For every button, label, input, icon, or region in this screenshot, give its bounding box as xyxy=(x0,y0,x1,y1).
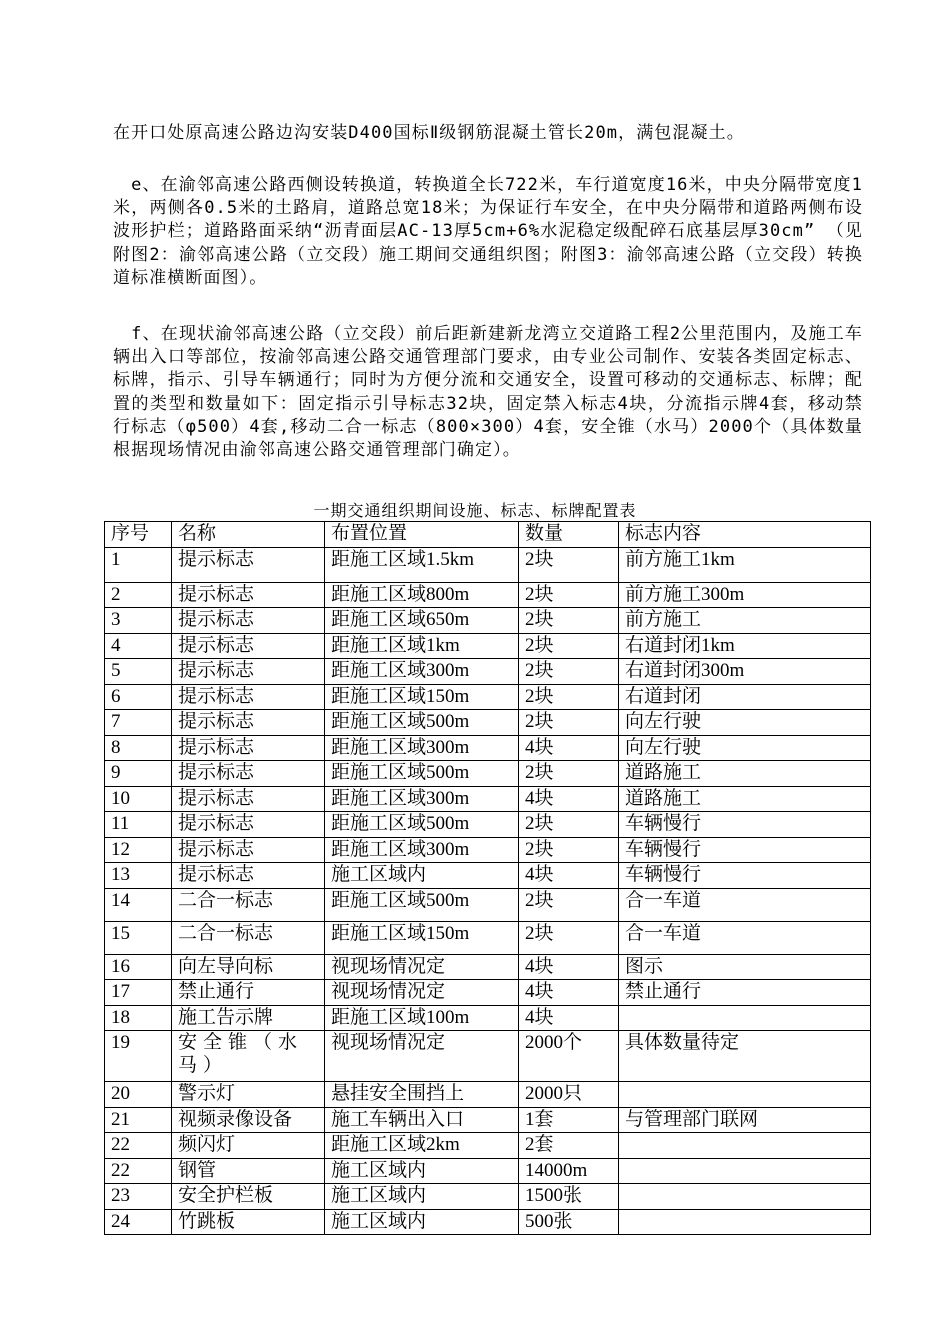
table-row xyxy=(105,582,871,608)
table-cell: 右道封闭300m xyxy=(619,659,871,685)
table-cell: 1套 xyxy=(519,1107,619,1133)
table-cell: 18 xyxy=(105,1005,172,1031)
table-cell: 距施工区域650m xyxy=(325,608,519,634)
table-row xyxy=(105,954,871,980)
table-cell: 距施工区域2km xyxy=(325,1133,519,1159)
table-cell: 10 xyxy=(105,786,172,812)
table-cell: 2块 xyxy=(519,921,619,954)
table-cell: 提示标志 xyxy=(172,608,325,634)
table-cell: 2000只 xyxy=(519,1082,619,1108)
table-cell: 距施工区域300m xyxy=(325,786,519,812)
table-row xyxy=(105,547,871,582)
table-cell: 前方施工1km xyxy=(619,547,871,582)
table-row xyxy=(105,1107,871,1133)
table-cell: 4块 xyxy=(519,786,619,812)
table-cell: 距施工区域500m xyxy=(325,812,519,838)
table-row xyxy=(105,1184,871,1210)
table-cell: 距施工区域1km xyxy=(325,633,519,659)
table-row xyxy=(105,786,871,812)
table-cell: 禁止通行 xyxy=(619,980,871,1006)
table-cell: 4块 xyxy=(519,863,619,889)
table-cell: 17 xyxy=(105,980,172,1006)
header-cell: 名称 xyxy=(172,522,325,548)
table-cell: 安全护栏板 xyxy=(172,1184,325,1210)
table-cell: 22 xyxy=(105,1158,172,1184)
table-cell: 前方施工 xyxy=(619,608,871,634)
table-cell: 提示标志 xyxy=(172,710,325,736)
table-cell: 距施工区域800m xyxy=(325,582,519,608)
table-cell: 施工车辆出入口 xyxy=(325,1107,519,1133)
table-cell: 2000个 xyxy=(519,1031,619,1082)
table-row xyxy=(105,863,871,889)
table-cell: 提示标志 xyxy=(172,812,325,838)
table-cell: 警示灯 xyxy=(172,1082,325,1108)
table-cell: 二合一标志 xyxy=(172,921,325,954)
table-row xyxy=(105,608,871,634)
table-cell: 二合一标志 xyxy=(172,888,325,921)
table-cell: 提示标志 xyxy=(172,659,325,685)
header-cell: 序号 xyxy=(105,522,172,548)
table-cell: 4块 xyxy=(519,980,619,1006)
table-cell xyxy=(619,1082,871,1108)
table-row xyxy=(105,1133,871,1159)
table-cell: 合一车道 xyxy=(619,921,871,954)
table-cell: 11 xyxy=(105,812,172,838)
table-row xyxy=(105,633,871,659)
table-cell: 2块 xyxy=(519,547,619,582)
table-cell: 禁止通行 xyxy=(172,980,325,1006)
table-cell: 提示标志 xyxy=(172,837,325,863)
table-header-row xyxy=(105,522,871,548)
table-row xyxy=(105,761,871,787)
table-cell: 距施工区域300m xyxy=(325,735,519,761)
table-cell: 提示标志 xyxy=(172,735,325,761)
facilities-signs-table xyxy=(104,521,871,1235)
table-cell: 1 xyxy=(105,547,172,582)
table-cell: 道路施工 xyxy=(619,786,871,812)
table-cell: 提示标志 xyxy=(172,863,325,889)
table-cell: 提示标志 xyxy=(172,633,325,659)
table-cell: 右道封闭 xyxy=(619,684,871,710)
table-cell: 具体数量待定 xyxy=(619,1031,871,1082)
table-cell: 钢管 xyxy=(172,1158,325,1184)
table-cell: 施工区域内 xyxy=(325,863,519,889)
table-cell: 视频录像设备 xyxy=(172,1107,325,1133)
table-cell: 2块 xyxy=(519,812,619,838)
table-cell: 距施工区域500m xyxy=(325,761,519,787)
table-cell: 2套 xyxy=(519,1133,619,1159)
table-cell: 7 xyxy=(105,710,172,736)
table-cell: 13 xyxy=(105,863,172,889)
table-cell: 距施工区域1.5km xyxy=(325,547,519,582)
table-cell: 向左行驶 xyxy=(619,735,871,761)
table-cell: 施工区域内 xyxy=(325,1158,519,1184)
table-cell: 5 xyxy=(105,659,172,685)
table-cell: 22 xyxy=(105,1133,172,1159)
table-cell: 向左行驶 xyxy=(619,710,871,736)
table-cell: 12 xyxy=(105,837,172,863)
table-cell: 道路施工 xyxy=(619,761,871,787)
table-cell: 视现场情况定 xyxy=(325,980,519,1006)
table-cell: 2块 xyxy=(519,761,619,787)
table-cell: 合一车道 xyxy=(619,888,871,921)
table-caption: 一期交通组织期间设施、标志、标牌配置表 xyxy=(313,501,637,520)
table-cell: 提示标志 xyxy=(172,582,325,608)
table-cell: 距施工区域150m xyxy=(325,684,519,710)
table-row xyxy=(105,710,871,736)
table-cell: 8 xyxy=(105,735,172,761)
table-cell: 频闪灯 xyxy=(172,1133,325,1159)
table-cell: 提示标志 xyxy=(172,684,325,710)
table-cell: 4块 xyxy=(519,954,619,980)
table-cell: 向左导向标 xyxy=(172,954,325,980)
table-cell: 图示 xyxy=(619,954,871,980)
table-row xyxy=(105,1005,871,1031)
table-cell: 3 xyxy=(105,608,172,634)
table-cell: 提示标志 xyxy=(172,786,325,812)
table-row xyxy=(105,921,871,954)
table-cell: 500张 xyxy=(519,1209,619,1235)
table-cell: 距施工区域150m xyxy=(325,921,519,954)
table-cell: 车辆慢行 xyxy=(619,812,871,838)
table-row xyxy=(105,1031,871,1082)
table-cell: 视现场情况定 xyxy=(325,954,519,980)
table-cell: 14000m xyxy=(519,1158,619,1184)
table-row xyxy=(105,684,871,710)
table-cell: 车辆慢行 xyxy=(619,837,871,863)
table-row xyxy=(105,812,871,838)
table-row xyxy=(105,888,871,921)
header-cell: 标志内容 xyxy=(619,522,871,548)
paragraph-e-detour-road: e、在渝邻高速公路西侧设转换道，转换道全长722米，车行道宽度16米，中央分隔带宽度1米，两侧各0.5米的土路肩，道路总宽18米；为保证行车安全，在中央分隔带和道路两侧布设波形护栏；道路路面采纳“沥青面层AC-13厚5cm+6%水泥稳定级配碎石底基层厚30cm” （见附图2：渝邻高速公路（立交段）施工期间交通组织图；附图3：渝邻高速公路（立交段）转换道标准横断面图）。 xyxy=(113,175,863,288)
table-cell: 距施工区域300m xyxy=(325,659,519,685)
table-cell: 提示标志 xyxy=(172,547,325,582)
table-row xyxy=(105,837,871,863)
table-row xyxy=(105,1209,871,1235)
table-cell: 施工区域内 xyxy=(325,1209,519,1235)
table-cell: 提示标志 xyxy=(172,761,325,787)
table-cell xyxy=(619,1209,871,1235)
table-cell xyxy=(619,1005,871,1031)
table-cell: 悬挂安全围挡上 xyxy=(325,1082,519,1108)
table-cell: 14 xyxy=(105,888,172,921)
table-cell: 2块 xyxy=(519,582,619,608)
table-cell: 16 xyxy=(105,954,172,980)
table-cell: 2块 xyxy=(519,710,619,736)
table-cell: 2块 xyxy=(519,608,619,634)
header-cell: 数量 xyxy=(519,522,619,548)
table-cell: 2 xyxy=(105,582,172,608)
table-cell: 与管理部门联网 xyxy=(619,1107,871,1133)
table-cell: 施工告示牌 xyxy=(172,1005,325,1031)
table-cell: 4块 xyxy=(519,1005,619,1031)
table-cell: 4 xyxy=(105,633,172,659)
table-cell: 2块 xyxy=(519,659,619,685)
table-row xyxy=(105,1082,871,1108)
table-cell: 2块 xyxy=(519,684,619,710)
table-cell: 距施工区域100m xyxy=(325,1005,519,1031)
table-body xyxy=(105,547,871,1235)
table-cell: 2块 xyxy=(519,633,619,659)
table-cell: 2块 xyxy=(519,888,619,921)
table-cell: 距施工区域500m xyxy=(325,888,519,921)
table-cell: 23 xyxy=(105,1184,172,1210)
table-cell: 竹跳板 xyxy=(172,1209,325,1235)
table-cell: 施工区域内 xyxy=(325,1184,519,1210)
table-cell: 距施工区域300m xyxy=(325,837,519,863)
table-cell: 右道封闭1km xyxy=(619,633,871,659)
paragraph-f-traffic-signs: f、在现状渝邻高速公路（立交段）前后距新建新龙湾立交道路工程2公里范围内，及施工车辆出入口等部位，按渝邻高速公路交通管理部门要求，由专业公司制作、安装各类固定标志、标牌，指示、引导车辆通行；同时为方便分流和交通安全，设置可移动的交通标志、标牌；配置的类型和数量如下：固定指示引导标志32块，固定禁入标志4块，分流指示牌4套，移动禁行标志（φ500）4套,移动二合一标志（800×300）4套，安全锥（水马）2000个（具体数量根据现场情况由渝邻高速公路交通管理部门确定）。 xyxy=(113,324,863,461)
header-cell: 布置位置 xyxy=(325,522,519,548)
table-cell: 24 xyxy=(105,1209,172,1235)
paragraph-drain-pipe: 在开口处原高速公路边沟安装D400国标Ⅱ级钢筋混凝土管长20m，满包混凝土。 xyxy=(113,123,745,143)
table-cell xyxy=(619,1133,871,1159)
table-cell: 距施工区域500m xyxy=(325,710,519,736)
table-cell xyxy=(619,1158,871,1184)
table-cell: 车辆慢行 xyxy=(619,863,871,889)
table-row xyxy=(105,1158,871,1184)
table-row xyxy=(105,659,871,685)
table-cell: 4块 xyxy=(519,735,619,761)
table-cell: 6 xyxy=(105,684,172,710)
table-cell: 21 xyxy=(105,1107,172,1133)
table-cell: 20 xyxy=(105,1082,172,1108)
table-row xyxy=(105,735,871,761)
table-cell: 2块 xyxy=(519,837,619,863)
table-cell: 视现场情况定 xyxy=(325,1031,519,1082)
table-cell xyxy=(619,1184,871,1210)
table-cell: 19 xyxy=(105,1031,172,1082)
table-cell: 安全锥（水马） xyxy=(172,1031,325,1082)
table-row xyxy=(105,980,871,1006)
table-cell: 1500张 xyxy=(519,1184,619,1210)
table-cell: 前方施工300m xyxy=(619,582,871,608)
table-cell: 15 xyxy=(105,921,172,954)
table-cell: 9 xyxy=(105,761,172,787)
